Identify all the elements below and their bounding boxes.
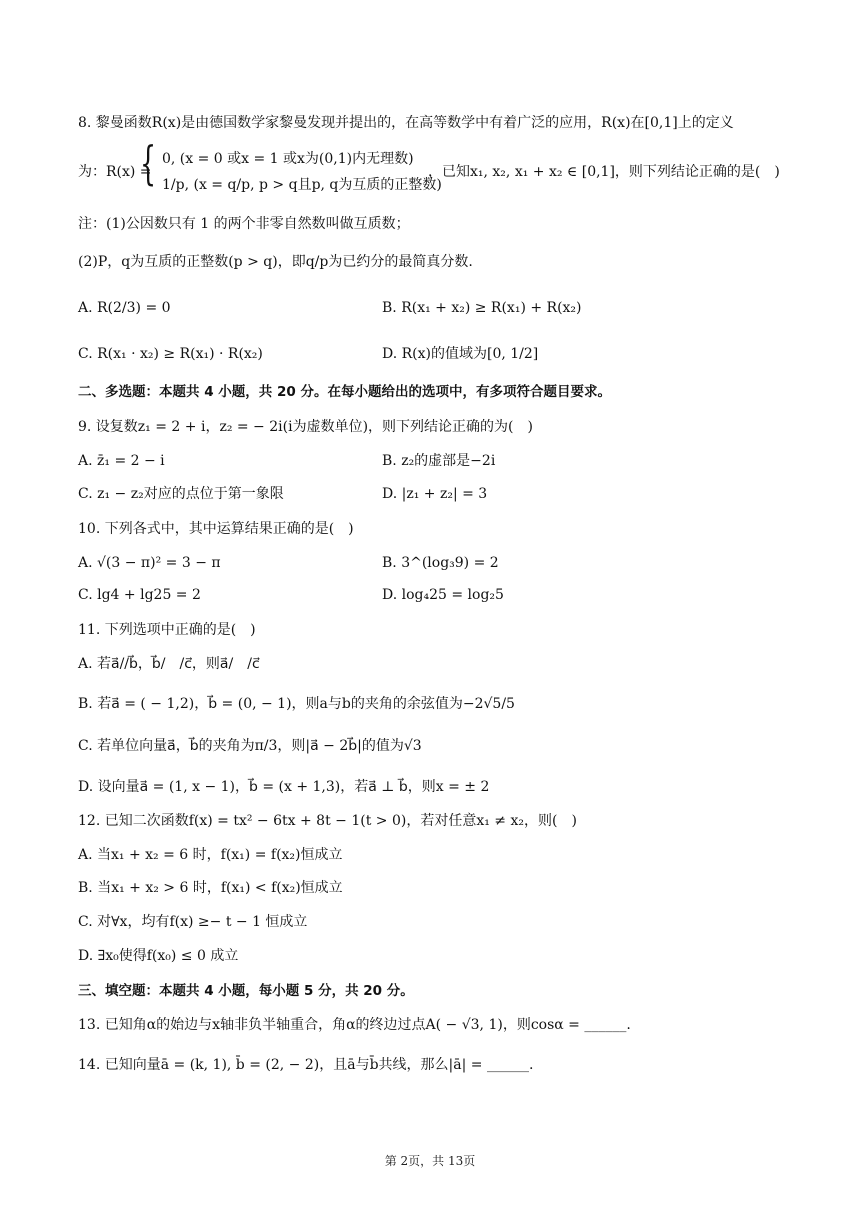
q10-option-d: D. log₄25 = log₂5: [382, 587, 504, 603]
q8-note1: 注：(1)公因数只有 1 的两个非零自然数叫做互质数；: [78, 216, 410, 232]
q12-option-a: A. 当x₁ + x₂ = 6 时，f(x₁) = f(x₂)恒成立: [78, 847, 343, 863]
brace-icon: {: [140, 136, 157, 190]
q8-def-case1: 0, (x = 0 或x = 1 或x为(0,1)内无理数): [162, 151, 414, 167]
q10-stem: 10. 下列各式中，其中运算结果正确的是( ): [78, 521, 354, 537]
q9-option-d: D. |z₁ + z₂| = 3: [382, 486, 488, 502]
section-title-multi-choice: 二、多选题：本题共 4 小题，共 20 分。在每小题给出的选项中，有多项符合题目要求。: [78, 384, 611, 400]
q10-option-c: C. lg4 + lg25 = 2: [78, 587, 201, 603]
q9-option-c: C. z₁ − z₂对应的点位于第一象限: [78, 486, 284, 502]
q8-option-c: C. R(x₁ · x₂) ≥ R(x₁) · R(x₂): [78, 346, 263, 362]
q11-option-c: C. 若单位向量a⃗，b⃗的夹角为π/3，则|a⃗ − 2b⃗|的值为√3: [78, 738, 422, 754]
q9-stem: 9. 设复数z₁ = 2 + i，z₂ = − 2i(i为虚数单位)，则下列结论正确的为( ): [78, 419, 533, 435]
q12-option-d: D. ∃x₀使得f(x₀) ≤ 0 成立: [78, 948, 239, 964]
q9-option-a: A. z̄₁ = 2 − i: [78, 453, 165, 469]
q11-option-a: A. 若a⃗//b⃗，b⃗/ /c⃗，则a⃗/ /c⃗: [78, 656, 260, 672]
q8-def-case2: 1/p, (x = q/p, p > q且p, q为互质的正整数): [162, 177, 442, 193]
q8-note2: (2)P，q为互质的正整数(p > q)，即q/p为已约分的最简真分数.: [78, 254, 473, 270]
q8-def-prefix: 为：R(x) =: [78, 164, 152, 180]
page-footer: 第 2页，共 13页: [384, 1154, 476, 1168]
q8-option-b: B. R(x₁ + x₂) ≥ R(x₁) + R(x₂): [382, 300, 582, 316]
section-title-fill-in: 三、填空题：本题共 4 小题，每小题 5 分，共 20 分。: [78, 983, 414, 999]
q11-stem: 11. 下列选项中正确的是( ): [78, 622, 256, 638]
question-14: 14. 已知向量ā = (k, 1), b̄ = (2, − 2)，且ā与b̄共线，那么|ā| = ______.: [78, 1057, 534, 1073]
q11-option-d: D. 设向量a⃗ = (1, x − 1)，b⃗ = (x + 1,3)，若a⃗ ⊥ b⃗，则x = ± 2: [78, 779, 490, 795]
question-13: 13. 已知角α的始边与x轴非负半轴重合，角α的终边过点A( − √3, 1)，则cosα = ______.: [78, 1017, 631, 1033]
q8-stem: 8. 黎曼函数R(x)是由德国数学家黎曼发现并提出的，在高等数学中有着广泛的应用，R(x)在[0,1]上的定义: [78, 115, 734, 131]
q8-def-suffix: ，已知x₁, x₂, x₁ + x₂ ∈ [0,1]，则下列结论正确的是( ): [428, 164, 780, 180]
q9-option-b: B. z₂的虚部是−2i: [382, 453, 496, 469]
q12-option-c: C. 对∀x，均有f(x) ≥− t − 1 恒成立: [78, 914, 308, 930]
q10-option-a: A. √(3 − π)² = 3 − π: [78, 555, 221, 571]
q12-option-b: B. 当x₁ + x₂ > 6 时，f(x₁) < f(x₂)恒成立: [78, 880, 343, 896]
q11-option-b: B. 若a⃗ = ( − 1,2)，b⃗ = (0, − 1)，则a与b的夹角的余弦值为−2√5/5: [78, 696, 515, 712]
q12-stem: 12. 已知二次函数f(x) = tx² − 6tx + 8t − 1(t > 0)，若对任意x₁ ≠ x₂，则( ): [78, 813, 577, 829]
q10-option-b: B. 3^(log₃9) = 2: [382, 555, 499, 571]
q8-option-a: A. R(2/3) = 0: [78, 300, 171, 316]
q8-option-d: D. R(x)的值域为[0, 1/2]: [382, 346, 539, 362]
